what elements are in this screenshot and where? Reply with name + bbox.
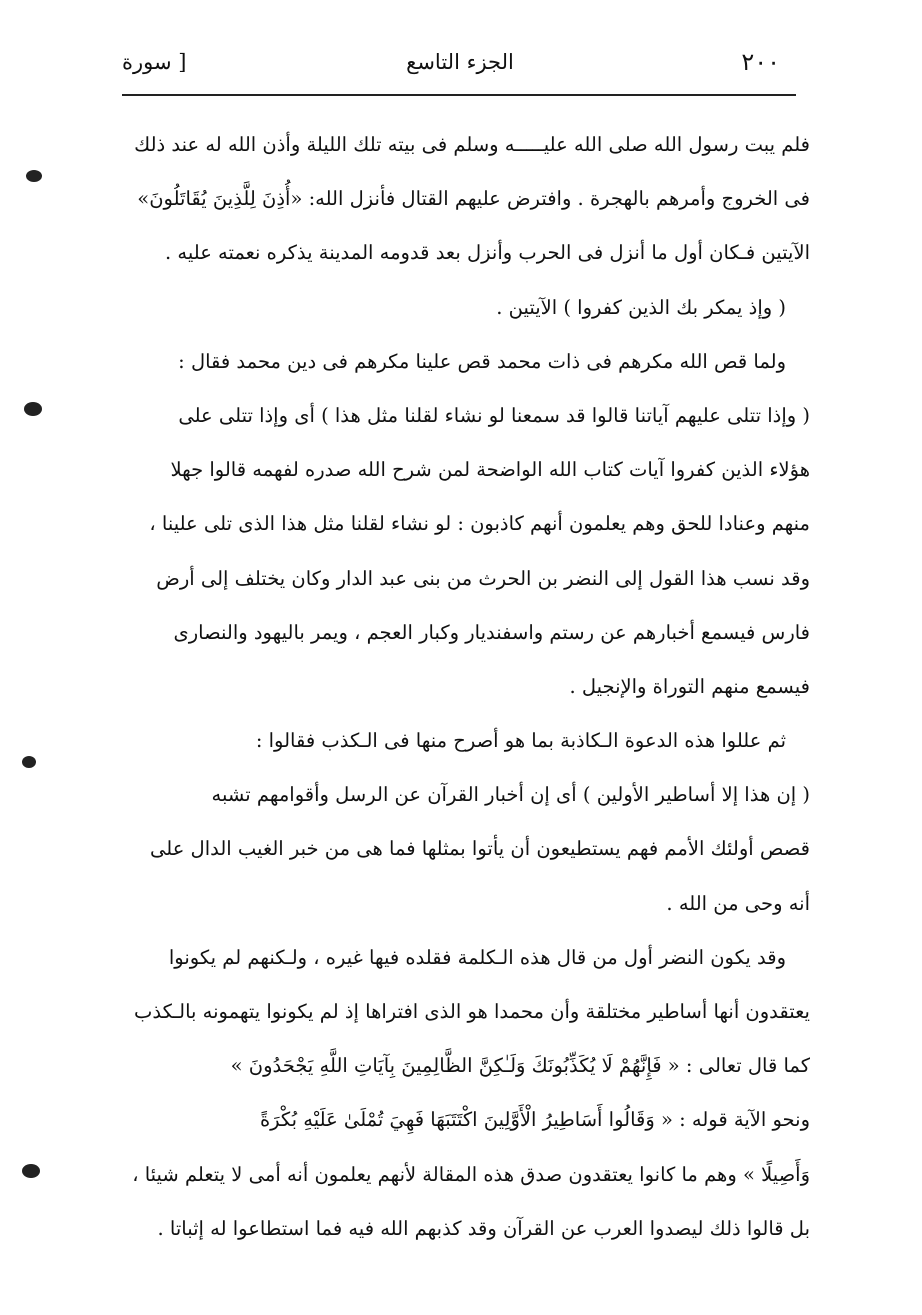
- scan-speck: [22, 756, 36, 768]
- text-line: وقد نسب هذا القول إلى النضر بن الحرث من بنى عبد الدار وكان يختلف إلى أرض: [156, 566, 810, 590]
- text-line: ثم عللوا هذه الدعوة الـكاذبة بما هو أصرح منها فى الـكذب فقالوا :: [255, 729, 786, 753]
- text-line: فى الخروج وأمرهم بالهجرة . وافترض عليهم القتال فأنزل الله: «أُذِنَ لِلَّذِينَ يُقَاتَلُونَ»: [137, 187, 810, 211]
- text-line: هؤلاء الذين كفروا آيات كتاب الله الواضحة لمن شرح الله صدره لفهمه قالوا جهلا: [170, 458, 810, 482]
- text-line: ونحو الآية قوله : « وَقَالُوا أَسَاطِيرُ الْأَوَّلِينَ اكْتَتَبَهَا فَهِيَ تُمْلَىٰ عَلَيْهِ بُكْرَةً: [259, 1108, 810, 1132]
- text-line: منهم وعنادا للحق وهم يعلمون أنهم كاذبون : لو نشاء لقلنا مثل هذا الذى تلى علينا ،: [149, 512, 810, 536]
- scan-speck: [26, 170, 42, 182]
- text-line: كما قال تعالى : « فَإِنَّهُمْ لَا يُكَذِّبُونَكَ وَلَـٰكِنَّ الظَّالِمِينَ بِآيَاتِ اللَّهِ يَجْحَدُونَ »: [230, 1054, 810, 1078]
- text-line: وَأَصِيلًا » وهم ما كانوا يعتقدون صدق هذه المقالة لأنهم يعلمون أنه أمى لا يتعلم شيئا ،: [132, 1162, 810, 1186]
- running-title: الجزء التاسع: [406, 50, 514, 74]
- text-line: أنه وحى من الله .: [666, 891, 810, 915]
- text-line: وقد يكون النضر أول من قال هذه الـكلمة فقلده فيها غيره ، ولـكنهم لم يكونوا: [168, 945, 786, 969]
- scan-speck: [24, 402, 42, 416]
- text-line: ( وإذ يمكر بك الذين كفروا ) الآيتين .: [496, 295, 786, 319]
- page-body: [120, 118, 810, 1256]
- text-line: فارس فيسمع أخبارهم عن رستم واسفنديار وكبار العجم ، ويمر باليهود والنصارى: [173, 620, 810, 644]
- text-line: فلم يبت رسول الله صلى الله عليـــــه وسلم فى بيته تلك الليلة وأذن الله له عند ذلك: [134, 133, 810, 156]
- surah-label: [ سورة: [122, 50, 187, 74]
- text-line: فيسمع منهم التوراة والإنجيل .: [569, 674, 810, 698]
- page-number: ٢٠٠: [741, 48, 780, 76]
- text-line: ( إن هذا إلا أساطير الأولين ) أى إن أخبار القرآن عن الرسل وأقوامهم تشبه: [211, 783, 810, 807]
- text-line: يعتقدون أنها أساطير مختلقة وأن محمدا هو الذى افتراها إذ لم يكونوا يتهمونه بالـكذب: [134, 1000, 810, 1023]
- header-rule: [122, 94, 796, 96]
- text-line: ( وإذا تتلى عليهم آياتنا قالوا قد سمعنا لو نشاء لقلنا مثل هذا ) أى وإذا تتلى على: [178, 403, 810, 427]
- text-line: الآيتين فـكان أول ما أنزل فى الحرب وأنزل بعد قدومه المدينة يذكره نعمته عليه .: [165, 241, 810, 265]
- page-header: [120, 44, 800, 94]
- scan-speck: [22, 1164, 40, 1178]
- text-line: ولما قص الله مكرهم فى ذات محمد قص علينا مكرهم فى دين محمد فقال :: [178, 349, 786, 373]
- text-line: قصص أولئك الأمم فهم يستطيعون أن يأتوا بمثلها فما هى من خبر الغيب الدال على: [149, 837, 810, 861]
- text-line: بل قالوا ذلك ليصدوا العرب عن القرآن وقد كذبهم الله فيه فما استطاعوا له إثباتا .: [157, 1216, 810, 1240]
